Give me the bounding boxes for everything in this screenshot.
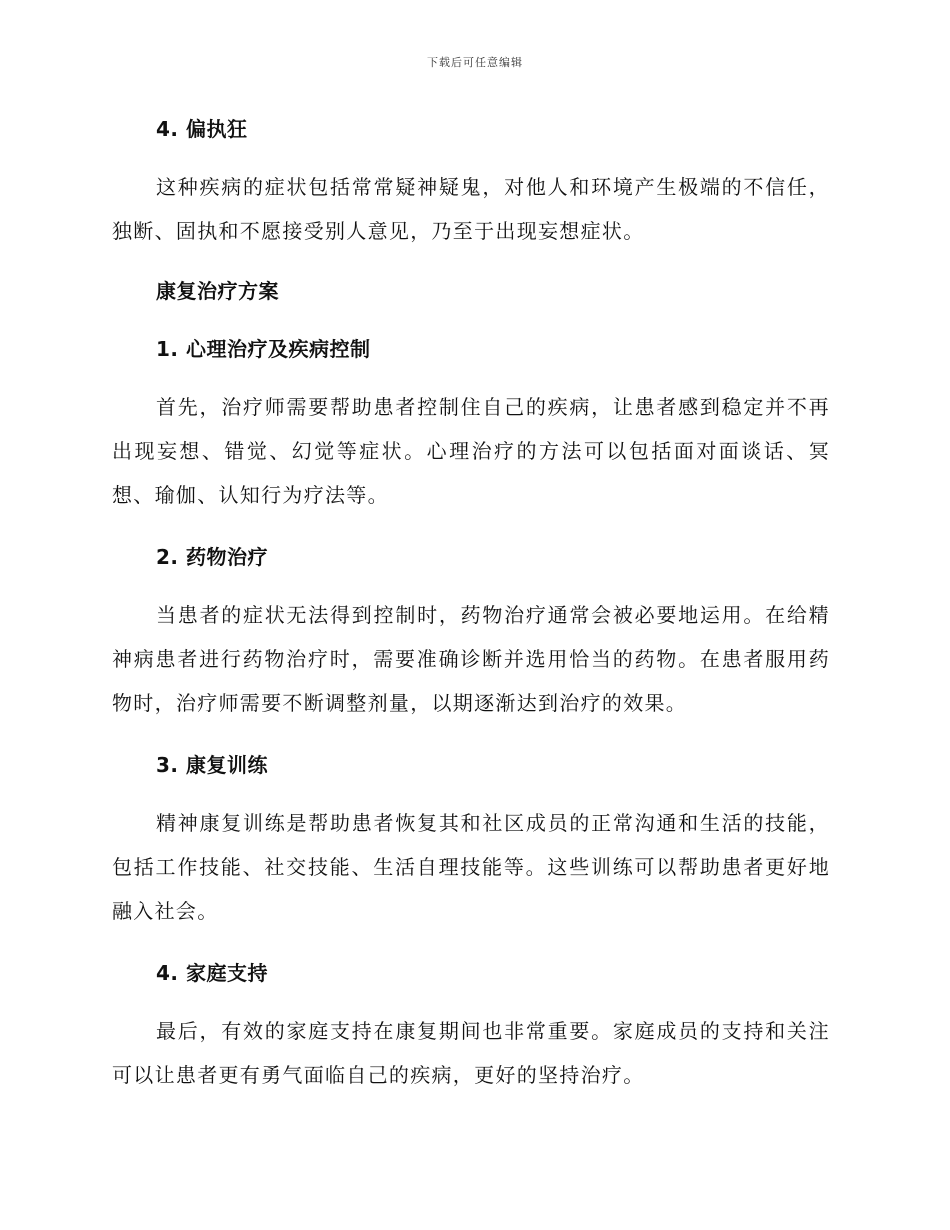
paranoia-paragraph: 这种疾病的症状包括常常疑神疑鬼，对他人和环境产生极端的不信任，独断、固执和不愿接受别人意见，乃至于出现妄想症状。: [112, 175, 830, 243]
rehab-heading: 3. 康复训练: [156, 753, 268, 777]
psych-heading: 1. 心理治疗及疾病控制: [156, 337, 371, 361]
rehab-paragraph: 精神康复训练是帮助患者恢复其和社区成员的正常沟通和生活的技能，包括工作技能、社交技能、生活自理技能等。这些训练可以帮助患者更好地融入社会。: [112, 811, 830, 923]
plan-heading: 康复治疗方案: [156, 279, 279, 303]
drug-heading: 2. 药物治疗: [156, 545, 268, 569]
header-note: 下载后可任意编辑: [427, 56, 523, 69]
drug-paragraph: 当患者的症状无法得到控制时，药物治疗通常会被必要地运用。在给精神病患者进行药物治疗时，需要准确诊断并选用恰当的药物。在患者服用药物时，治疗师需要不断调整剂量，以期逐渐达到治疗的效果。: [112, 603, 830, 715]
family-heading: 4. 家庭支持: [156, 961, 268, 985]
document-body: [112, 112, 830, 1097]
family-paragraph: 最后，有效的家庭支持在康复期间也非常重要。家庭成员的支持和关注可以让患者更有勇气面临自己的疾病，更好的坚持治疗。: [112, 1019, 830, 1087]
paranoia-heading: 4. 偏执狂: [156, 117, 248, 141]
psych-paragraph: 首先，治疗师需要帮助患者控制住自己的疾病，让患者感到稳定并不再出现妄想、错觉、幻觉等症状。心理治疗的方法可以包括面对面谈话、冥想、瑜伽、认知行为疗法等。: [112, 395, 830, 507]
